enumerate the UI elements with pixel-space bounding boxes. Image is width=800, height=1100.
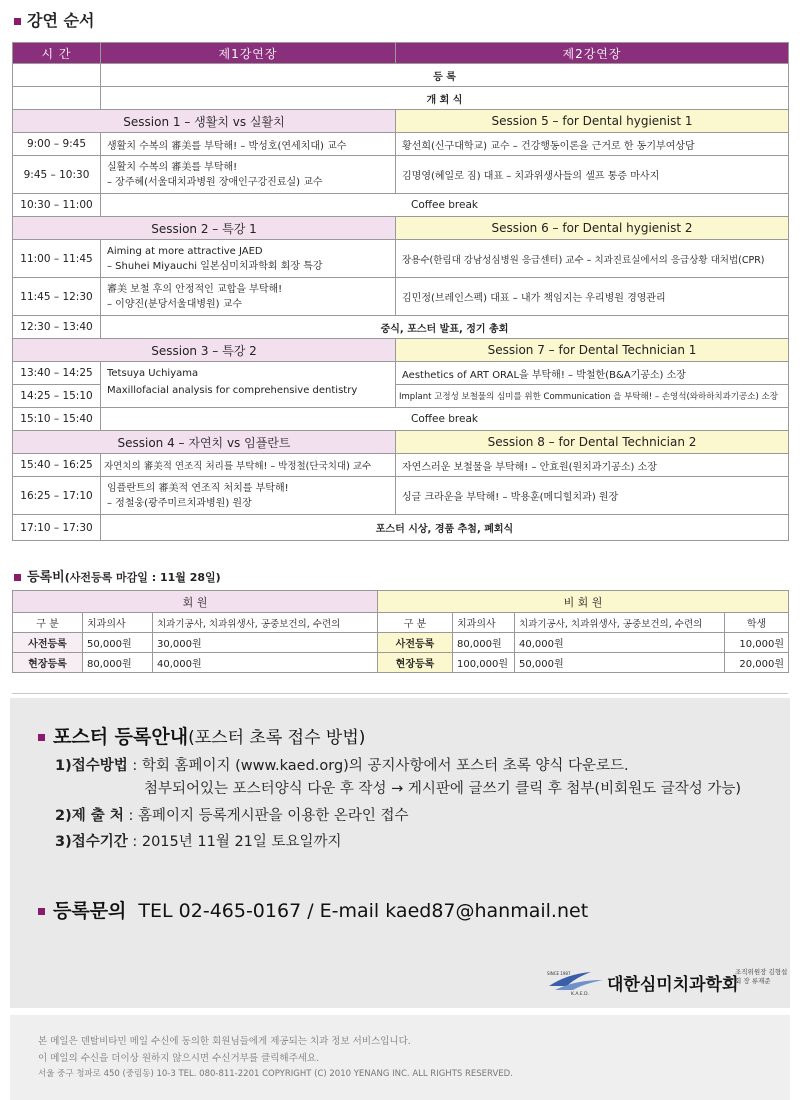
footer-line-1: 본 메일은 덴탈비타민 메일 수신에 동의한 회원님들에게 제공되는 치과 정보 서비스입니다. (38, 1036, 411, 1047)
contact-text: TEL 02-465-0167 / E-mail kaed87@hanmail.net (138, 900, 589, 922)
nonmember-header: 비 회 원 (378, 591, 789, 613)
col-staff: 치과기공사, 치과위생사, 공중보건의, 수련의 (153, 613, 378, 633)
poster-title-text: 포스터 등록안내 (53, 726, 189, 748)
bullet-square-icon (38, 734, 45, 741)
opening-cell: 개 회 식 (101, 87, 789, 110)
session-row (13, 431, 789, 454)
fee-value: 40,000원 (515, 633, 725, 653)
lunch-cell: 중식, 포스터 발표, 정기 총회 (101, 316, 789, 339)
time-cell: 17:10 – 17:30 (13, 515, 101, 541)
session-3-label: Session 3 – 특강 2 (13, 339, 396, 362)
col-student: 학생 (725, 613, 789, 633)
logo-abbr: K.A.E.D. (571, 992, 589, 996)
fee-column-row (13, 613, 789, 633)
poster-method-row: 1)접수방법 : 학회 홈페이지 (www.kaed.org)의 공지사항에서 포스터 초록 양식 다운로드. (55, 754, 629, 775)
time-cell (13, 64, 101, 87)
header-hall1: 제1강연장 (101, 43, 396, 64)
divider (12, 693, 788, 694)
session-row (13, 217, 789, 240)
officer-1: 조직위원장 김형섭 (735, 968, 788, 976)
table-row (13, 156, 789, 194)
coffee-break-cell: Coffee break (101, 194, 789, 217)
fee-value: 100,000원 (453, 653, 515, 673)
wave-logo-icon (545, 966, 607, 996)
poster-method-row-2 (144, 777, 741, 798)
time-cell: 13:40 – 14:25 (13, 362, 101, 385)
table-row (13, 362, 789, 385)
col-division: 구 분 (13, 613, 83, 633)
hall2-lecture: 싱글 크라운을 부탁해! – 박용훈(메디힐치과) 원장 (396, 477, 789, 515)
table-row (13, 515, 789, 541)
header-time: 시 간 (13, 43, 101, 64)
poster-info-box (10, 698, 790, 1008)
time-cell: 14:25 – 15:10 (13, 385, 101, 408)
hall1-lecture (101, 240, 396, 278)
col-division: 구 분 (378, 613, 453, 633)
session-7-label: Session 7 – for Dental Technician 1 (396, 339, 789, 362)
col-staff: 치과기공사, 치과위생사, 공중보건의, 수련의 (515, 613, 725, 633)
fee-deadline: (사전등록 마감일 : 11월 28일) (64, 571, 221, 584)
time-cell: 15:10 – 15:40 (13, 408, 101, 431)
fee-heading (14, 566, 221, 585)
hall1-lecture: 생활치 수복의 審美를 부탁해! – 박성호(연세치대) 교수 (101, 133, 396, 156)
table-row (13, 64, 789, 87)
fee-heading-text: 등록비 (27, 570, 65, 585)
submit-text: 홈페이지 등록게시판을 이용한 온라인 접수 (137, 808, 409, 824)
bullet-square-icon (14, 574, 21, 581)
hall1-lecture (101, 278, 396, 316)
schedule-heading (14, 8, 94, 31)
table-row (13, 133, 789, 156)
time-cell (13, 87, 101, 110)
time-cell: 12:30 – 13:40 (13, 316, 101, 339)
table-row (13, 408, 789, 431)
session-4-label: Session 4 – 자연치 vs 임플란트 (13, 431, 396, 454)
fee-value: 30,000원 (153, 633, 378, 653)
fee-value: 80,000원 (83, 653, 153, 673)
hall2-lecture: Aesthetics of ART ORAL을 부탁해! – 박철한(B&A기공소) 소장 (396, 362, 789, 385)
fee-row-pre (13, 633, 789, 653)
member-header: 회 원 (13, 591, 378, 613)
table-row (13, 194, 789, 217)
society-officers (735, 968, 787, 986)
header-hall2: 제2강연장 (396, 43, 789, 64)
contact-label: 등록문의 (53, 900, 127, 922)
time-cell: 15:40 – 16:25 (13, 454, 101, 477)
lecture-title: 실활치 수복의 審美를 부탁해! (107, 161, 238, 173)
pre-registration-label: 사전등록 (13, 633, 83, 653)
session-8-label: Session 8 – for Dental Technician 2 (396, 431, 789, 454)
schedule-table (12, 42, 789, 541)
hall1-lecture: 자연치의 審美적 연조직 처리를 부탁해! – 박정철(단국치대) 교수 (101, 454, 396, 477)
hall2-lecture: 자연스러운 보철물을 부탁해! – 안효원(원치과기공소) 소장 (396, 454, 789, 477)
fee-value: 50,000원 (515, 653, 725, 673)
bullet-square-icon (14, 18, 21, 25)
contact-row (38, 896, 588, 923)
col-dentist: 치과의사 (453, 613, 515, 633)
officer-2: 회 장 류재준 (735, 977, 771, 985)
lecture-title: 審美 보철 후의 안정적인 교합을 부탁해! (107, 283, 283, 295)
session-5-label: Session 5 – for Dental hygienist 1 (396, 110, 789, 133)
hall2-lecture: 황선희(신구대학교) 교수 – 건강행동이론을 근거로 한 동기부여상담 (396, 133, 789, 156)
fee-value: 10,000원 (725, 633, 789, 653)
time-cell: 9:00 – 9:45 (13, 133, 101, 156)
time-cell: 11:45 – 12:30 (13, 278, 101, 316)
pre-registration-label: 사전등록 (378, 633, 453, 653)
table-row (13, 316, 789, 339)
period-text: 2015년 11월 21일 토요일까지 (141, 834, 342, 850)
unsubscribe-link[interactable]: 이 메일의 수신을 더이상 원하지 않으시면 수신거부를 클릭해주세요. (38, 1053, 320, 1064)
table-row (13, 385, 789, 408)
hall1-lecture (101, 477, 396, 515)
table-row (13, 87, 789, 110)
table-row (13, 278, 789, 316)
time-cell: 16:25 – 17:10 (13, 477, 101, 515)
lecturer: – Shuhei Miyauchi 일본심미치과학회 회장 특강 (107, 260, 323, 272)
table-row (13, 477, 789, 515)
session-1-label: Session 1 – 생활치 vs 실활치 (13, 110, 396, 133)
period-label: 3)접수기간 (55, 834, 128, 850)
bullet-square-icon (38, 908, 45, 915)
logo-since: SINCE 1987 (547, 971, 571, 976)
lecturer: – 이양진(분당서울대병원) 교수 (107, 298, 243, 310)
fee-group-row (13, 591, 789, 613)
hall1-lecture: Maxillofacial analysis for comprehensive dentistry (101, 385, 396, 408)
fee-value: 50,000원 (83, 633, 153, 653)
hall2-lecture: 김명영(혜일로 짐) 대표 – 치과위생사들의 셀프 통증 마사지 (396, 156, 789, 194)
col-dentist: 치과의사 (83, 613, 153, 633)
table-row (13, 240, 789, 278)
submit-label: 2)제 출 처 (55, 808, 124, 824)
coffee-break-cell: Coffee break (101, 408, 789, 431)
onsite-registration-label: 현장등록 (378, 653, 453, 673)
session-2-label: Session 2 – 특강 1 (13, 217, 396, 240)
poster-period-row: 3)접수기간 : 2015년 11월 21일 토요일까지 (55, 830, 342, 851)
lecture-title: Aiming at more attractive JAED (107, 245, 263, 257)
fee-value: 40,000원 (153, 653, 378, 673)
schedule-heading-text: 강연 순서 (27, 11, 95, 30)
poster-title-sub: (포스터 초록 접수 방법) (188, 728, 366, 748)
method-label: 1)접수방법 (55, 758, 128, 774)
table-header-row (13, 43, 789, 64)
registration-cell: 등 록 (101, 64, 789, 87)
hall2-lecture: 김민정(브레인스펙) 대표 – 내가 책임지는 우리병원 경영관리 (396, 278, 789, 316)
session-row (13, 110, 789, 133)
closing-cell: 포스터 시상, 경품 추첨, 폐회식 (101, 515, 789, 541)
time-cell: 11:00 – 11:45 (13, 240, 101, 278)
fee-row-onsite (13, 653, 789, 673)
hall1-lecture (101, 156, 396, 194)
session-row (13, 339, 789, 362)
footer-line-2 (38, 1050, 319, 1064)
fee-value: 20,000원 (725, 653, 789, 673)
table-row (13, 454, 789, 477)
footer (10, 1015, 790, 1100)
lecturer: – 장주혜(서울대치과병원 장애인구강진료실) 교수 (107, 176, 323, 188)
fee-table (12, 590, 789, 673)
time-cell: 9:45 – 10:30 (13, 156, 101, 194)
poster-submit-row: 2)제 출 처 : 홈페이지 등록게시판을 이용한 온라인 접수 (55, 804, 409, 825)
society-name: 대한심미치과학회 (607, 975, 739, 995)
method-line-1: 학회 홈페이지 (www.kaed.org)의 공지사항에서 포스터 초록 양식 다운로드. (141, 758, 629, 774)
hall2-lecture: Implant 고정성 보철물의 심미를 위한 Communication 을 부탁해! – 손영석(와하하치과기공소) 소장 (396, 385, 789, 408)
fee-value: 80,000원 (453, 633, 515, 653)
lecture-title: 임플란트의 審美적 연조직 처치를 부탁해! (107, 482, 289, 494)
time-cell: 10:30 – 11:00 (13, 194, 101, 217)
session-6-label: Session 6 – for Dental hygienist 2 (396, 217, 789, 240)
hall2-lecture: 장용수(한림대 강남성심병원 응급센터) 교수 – 치과진료실에서의 응급상황 대처법(CPR) (396, 240, 789, 278)
lecturer: – 정철웅(광주미르치과병원) 원장 (107, 497, 252, 509)
method-line-2: 첨부되어있는 포스터양식 다운 후 작성 → 게시판에 글쓰기 클릭 후 첨부(비회원도 글작성 가능) (144, 781, 742, 797)
poster-title (38, 722, 365, 749)
hall1-lecture: Tetsuya Uchiyama (101, 362, 396, 385)
society-logo (545, 966, 788, 998)
footer-line-3: 서울 중구 청파로 450 (중림동) 10-3 TEL. 080-811-2201 COPYRIGHT (C) 2010 YENANG INC. ALL RIGHTS RESERVED. (38, 1069, 513, 1079)
onsite-registration-label: 현장등록 (13, 653, 83, 673)
